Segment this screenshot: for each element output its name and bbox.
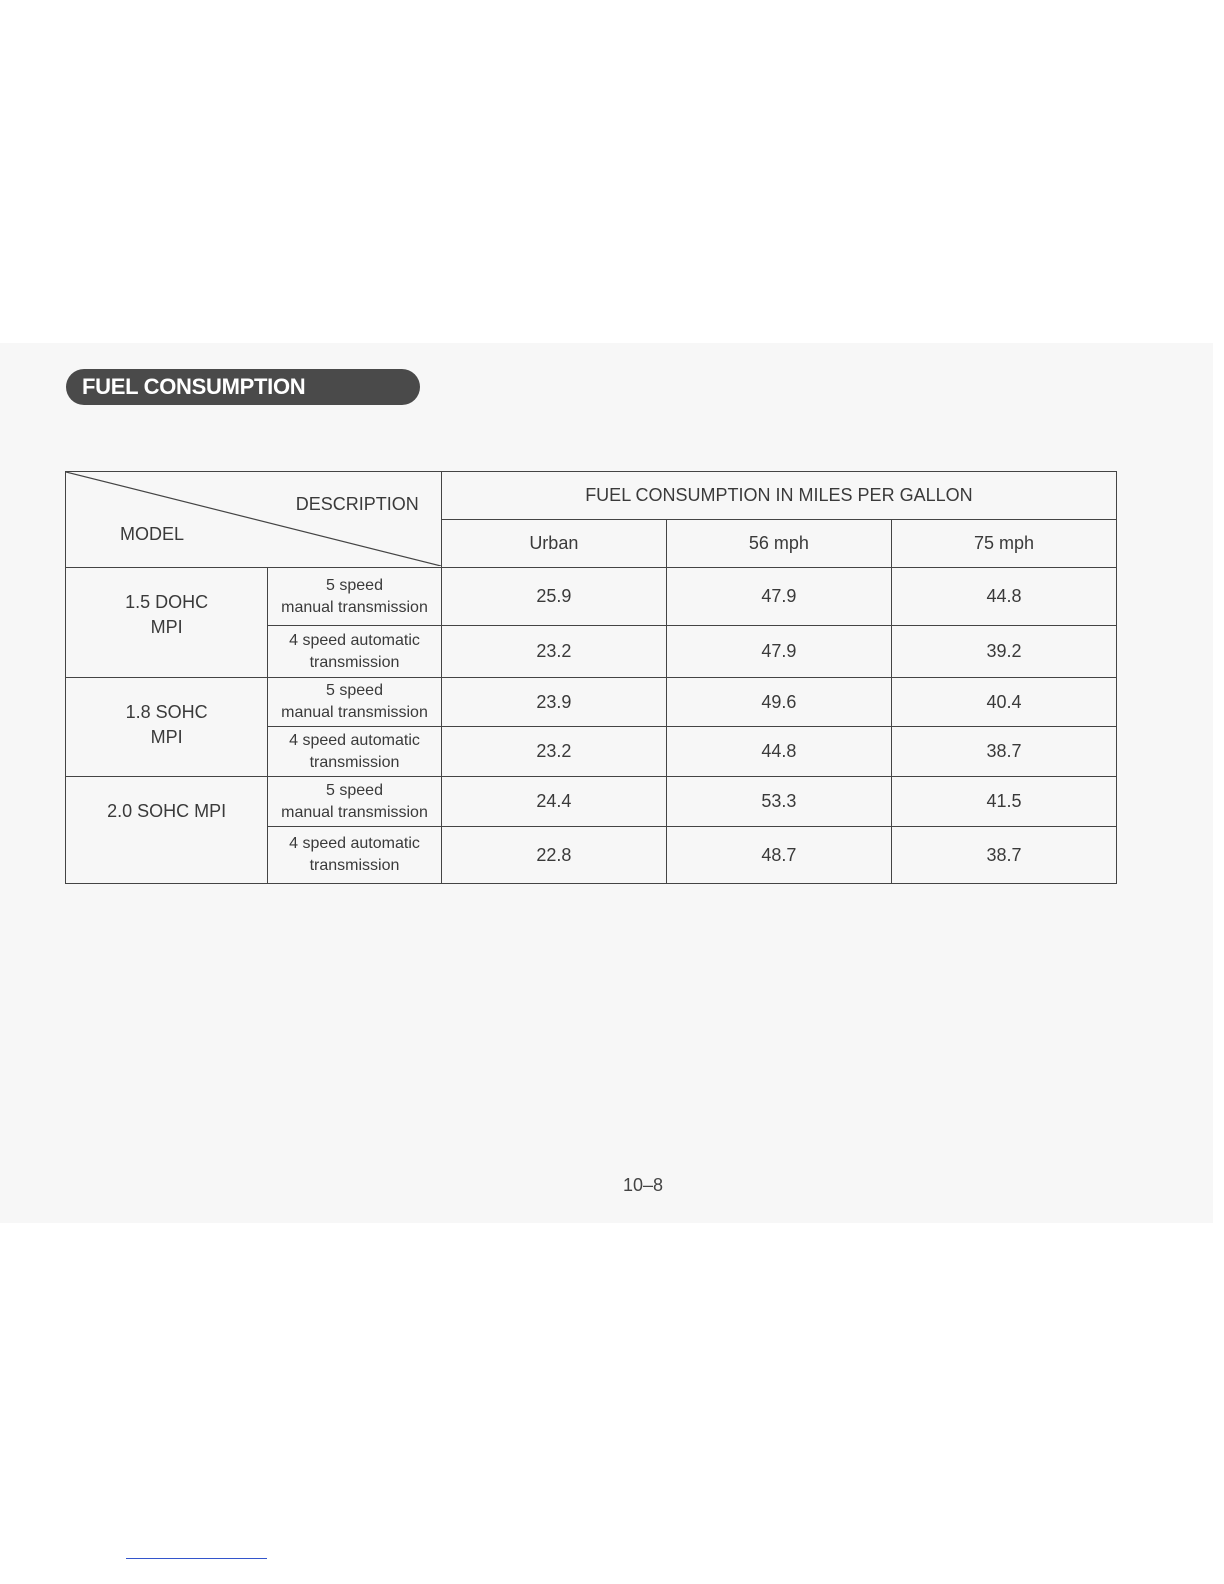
model-header: MODEL [120,524,185,544]
75mph-value: 41.5 [891,777,1116,827]
column-header-75mph: 75 mph [891,520,1116,568]
transmission-line: manual transmission [281,598,428,616]
corner-diagonal [66,472,441,566]
model-name [66,777,268,884]
page-number: 10–8 [622,1175,664,1195]
56mph-value: 53.3 [666,777,891,827]
table-row [66,568,1117,626]
urban-value: 23.9 [441,678,666,727]
transmission-line: 5 speed [326,781,383,799]
56mph-value: 48.7 [666,827,891,884]
model-name [66,678,268,777]
urban-value: 25.9 [441,568,666,626]
transmission-line: transmission [309,857,400,874]
model-name-line: 1.5 DOHC [125,592,209,612]
75mph-value: 44.8 [891,568,1116,626]
description-header: DESCRIPTION [295,494,419,514]
model-name-line: MPI [150,727,183,747]
transmission-cell [268,568,442,626]
75mph-value: 38.7 [891,727,1116,777]
urban-value: 22.8 [441,827,666,884]
transmission-line: 5 speed [326,576,383,594]
table-corner-header [66,472,442,568]
75mph-value: 40.4 [891,678,1116,727]
transmission-line: 4 speed automatic [289,835,420,852]
urban-value: 24.4 [441,777,666,827]
transmission-line: 5 speed [326,682,383,699]
transmission-line: transmission [309,753,400,771]
fuel-consumption-table [65,471,1117,884]
footer-rule [126,1558,267,1559]
75mph-value: 38.7 [891,827,1116,884]
column-header-urban: Urban [441,520,666,568]
transmission-cell [268,678,442,727]
transmission-cell [268,626,442,678]
model-name-line: 2.0 SOHC MPI [107,801,227,821]
table-row [66,678,1117,727]
fuel-consumption-group-header: FUEL CONSUMPTION IN MILES PER GALLON [441,472,1116,520]
56mph-value: 44.8 [666,727,891,777]
75mph-value: 39.2 [891,626,1116,678]
transmission-line: 4 speed automatic [289,731,420,749]
model-name-line: 1.8 SOHC [125,702,208,722]
transmission-line: transmission [309,653,400,671]
transmission-cell [268,827,442,884]
56mph-value: 49.6 [666,678,891,727]
urban-value: 23.2 [441,626,666,678]
transmission-line: 4 speed automatic [289,631,420,649]
column-header-56mph: 56 mph [666,520,891,568]
56mph-value: 47.9 [666,568,891,626]
model-name [66,568,268,678]
urban-value: 23.2 [441,727,666,777]
model-name-line: MPI [150,617,183,637]
section-title: FUEL CONSUMPTION [66,369,420,405]
transmission-line: manual transmission [281,803,428,821]
transmission-line: manual transmission [281,704,428,721]
table-row [66,777,1117,827]
56mph-value: 47.9 [666,626,891,678]
transmission-cell [268,777,442,827]
transmission-cell [268,727,442,777]
